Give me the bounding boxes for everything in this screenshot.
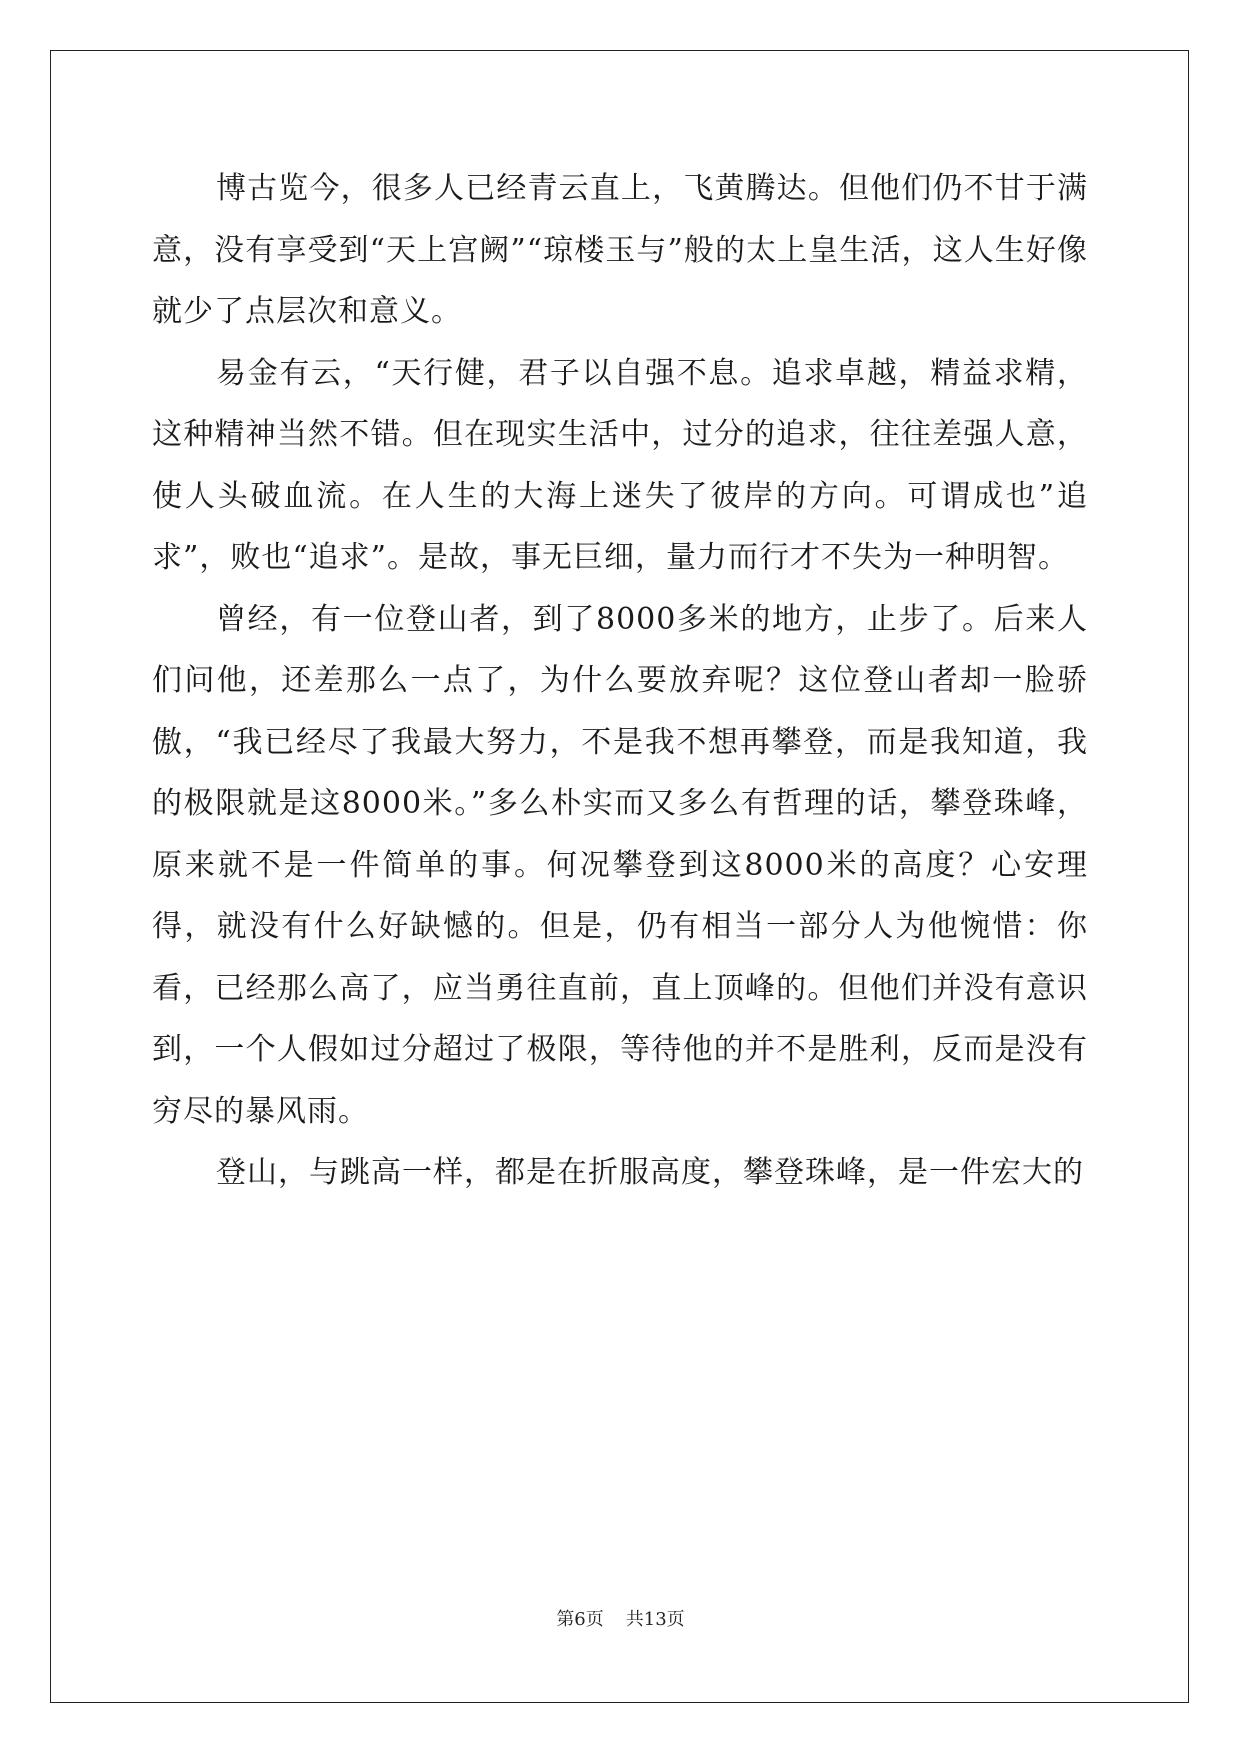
page-footer: [0, 1605, 1241, 1631]
document-body: [152, 158, 1088, 1204]
page-number: 第6页: [556, 1609, 604, 1630]
paragraph-1: 博古览今，很多人已经青云直上，飞黄腾达。但他们仍不甘于满意，没有享受到“天上宫阙”“琼楼玉与”般的太上皇生活，这人生好像就少了点层次和意义。: [152, 171, 1088, 329]
page-total: 共13页: [625, 1609, 685, 1630]
paragraph-2: 易金有云，“天行健，君子以自强不息。追求卓越，精益求精，这种精神当然不错。但在现实生活中，过分的追求，往往差强人意，使人头破血流。在人生的大海上迷失了彼岸的方向。可谓成也”追求”，败也“追求”。是故，事无巨细，量力而行才不失为一种明智。: [152, 355, 1088, 575]
paragraph-3: 曾经，有一位登山者，到了8000多米的地方，止步了。后来人们问他，还差那么一点了，为什么要放弃呢？这位登山者却一脸骄傲，“我已经尽了我最大努力，不是我不想再攀登，而是我知道，我的极限就是这8000米。”多么朴实而又多么有哲理的话，攀登珠峰，原来就不是一件简单的事。何况攀登到这8000米的高度？心安理得，就没有什么好缺憾的。但是，仍有相当一部分人为他惋惜：你看，已经那么高了，应当勇往直前，直上顶峰的。但他们并没有意识到，一个人假如过分超过了极限，等待他的并不是胜利，反而是没有穷尽的暴风雨。: [152, 601, 1088, 1129]
paragraph-4: 登山，与跳高一样，都是在折服高度，攀登珠峰，是一件宏大的: [216, 1155, 1084, 1190]
